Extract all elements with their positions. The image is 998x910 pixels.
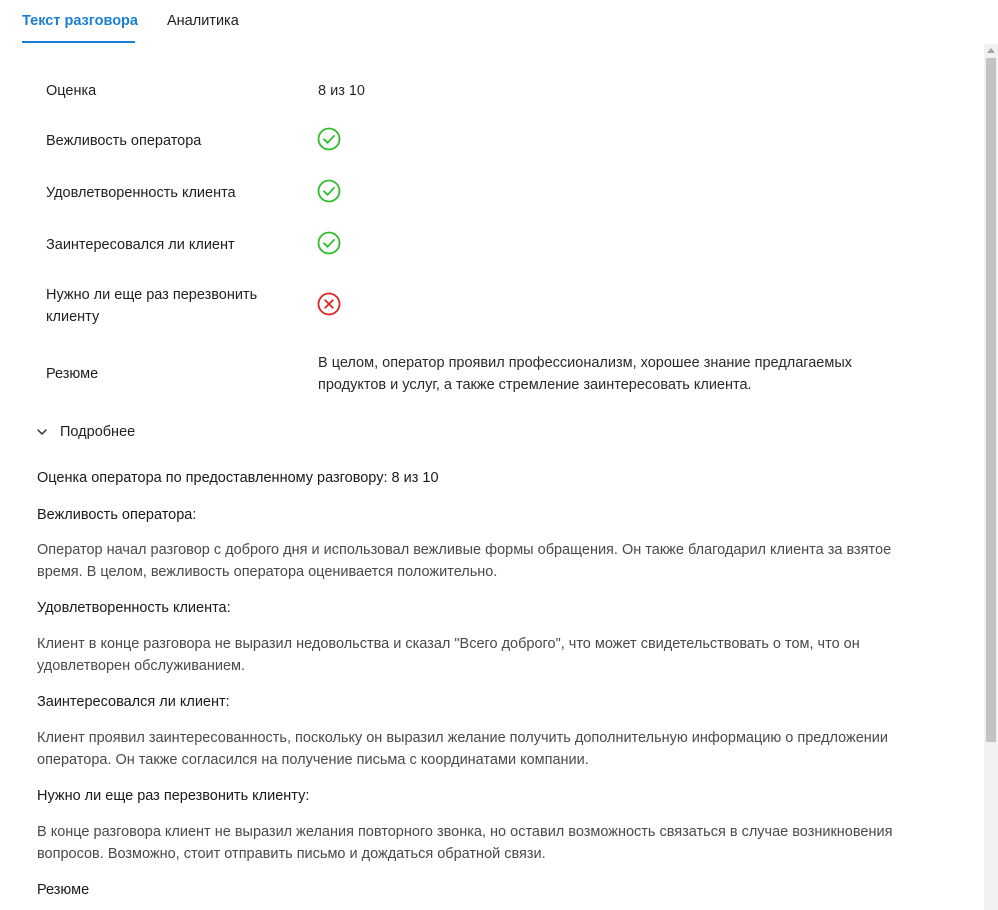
score-label: Оценка xyxy=(46,83,97,99)
tab-transcript[interactable]: Текст разговора xyxy=(22,13,138,29)
scrollbar-thumb[interactable] xyxy=(986,58,996,742)
satisfaction-heading: Удовлетворенность клиента: xyxy=(37,600,231,616)
callback-label xyxy=(46,284,257,328)
tab-bar xyxy=(0,0,998,44)
resume-line: продуктов и услуг, а также стремление заинтересовать клиента. xyxy=(318,377,752,393)
scroll-up-icon[interactable] xyxy=(987,48,995,53)
callback-heading: Нужно ли еще раз перезвонить клиенту: xyxy=(37,788,310,804)
politeness-heading: Вежливость оператора: xyxy=(37,507,197,523)
paragraph-line: Клиент в конце разговора не выразил недовольства и сказал "Всего доброго", что может свидетельствовать о том, что он xyxy=(37,636,860,652)
paragraph-line: Оператор начал разговор с доброго дня и использовал вежливые формы обращения. Он также благодарил клиента за взятое xyxy=(37,542,892,558)
vertical-scrollbar[interactable] xyxy=(984,44,998,910)
resume-text xyxy=(318,352,918,396)
tab-analytics[interactable]: Аналитика xyxy=(167,13,239,29)
callback-paragraph xyxy=(37,821,937,865)
chevron-down-icon xyxy=(36,426,48,438)
paragraph-line: оператора. Он также согласился на получение письма с координатами компании. xyxy=(37,752,589,768)
interest-heading: Заинтересовался ли клиент: xyxy=(37,694,230,710)
paragraph-line: вопросов. Возможно, стоит отправить письмо и дождаться обратной связи. xyxy=(37,846,546,862)
callback-label-line1: Нужно ли еще раз перезвонить xyxy=(46,287,258,303)
resume-line: В целом, оператор проявил профессионализм, хорошее знание предлагаемых xyxy=(318,355,853,371)
paragraph-line: В конце разговора клиент не выразил желания повторного звонка, но оставил возможность связаться в случае возникновения xyxy=(37,824,893,840)
paragraph-line: время. В целом, вежливость оператора оценивается положительно. xyxy=(37,564,498,580)
details-toggle-label: Подробнее xyxy=(60,424,136,440)
active-tab-indicator xyxy=(22,41,135,43)
interest-label: Заинтересовался ли клиент xyxy=(46,237,235,253)
overall-score-heading: Оценка оператора по предоставленному разговору: 8 из 10 xyxy=(37,470,439,486)
check-circle-icon xyxy=(317,179,341,203)
satisfaction-paragraph xyxy=(37,633,937,677)
interest-paragraph xyxy=(37,727,937,771)
paragraph-line: удовлетворен обслуживанием. xyxy=(37,658,246,674)
resume-label: Резюме xyxy=(46,366,99,382)
check-circle-icon xyxy=(317,231,341,255)
callback-label-line2: клиенту xyxy=(46,309,100,325)
politeness-label: Вежливость оператора xyxy=(46,133,202,149)
details-toggle[interactable] xyxy=(36,421,135,443)
politeness-paragraph xyxy=(37,539,937,583)
score-value: 8 из 10 xyxy=(318,83,365,99)
x-circle-icon xyxy=(317,292,341,316)
paragraph-line: Клиент проявил заинтересованность, поскольку он выразил желание получить дополнительную информацию о предложении xyxy=(37,730,889,746)
check-circle-icon xyxy=(317,127,341,151)
satisfaction-label: Удовлетворенность клиента xyxy=(46,185,236,201)
resume-heading: Резюме xyxy=(37,882,90,898)
